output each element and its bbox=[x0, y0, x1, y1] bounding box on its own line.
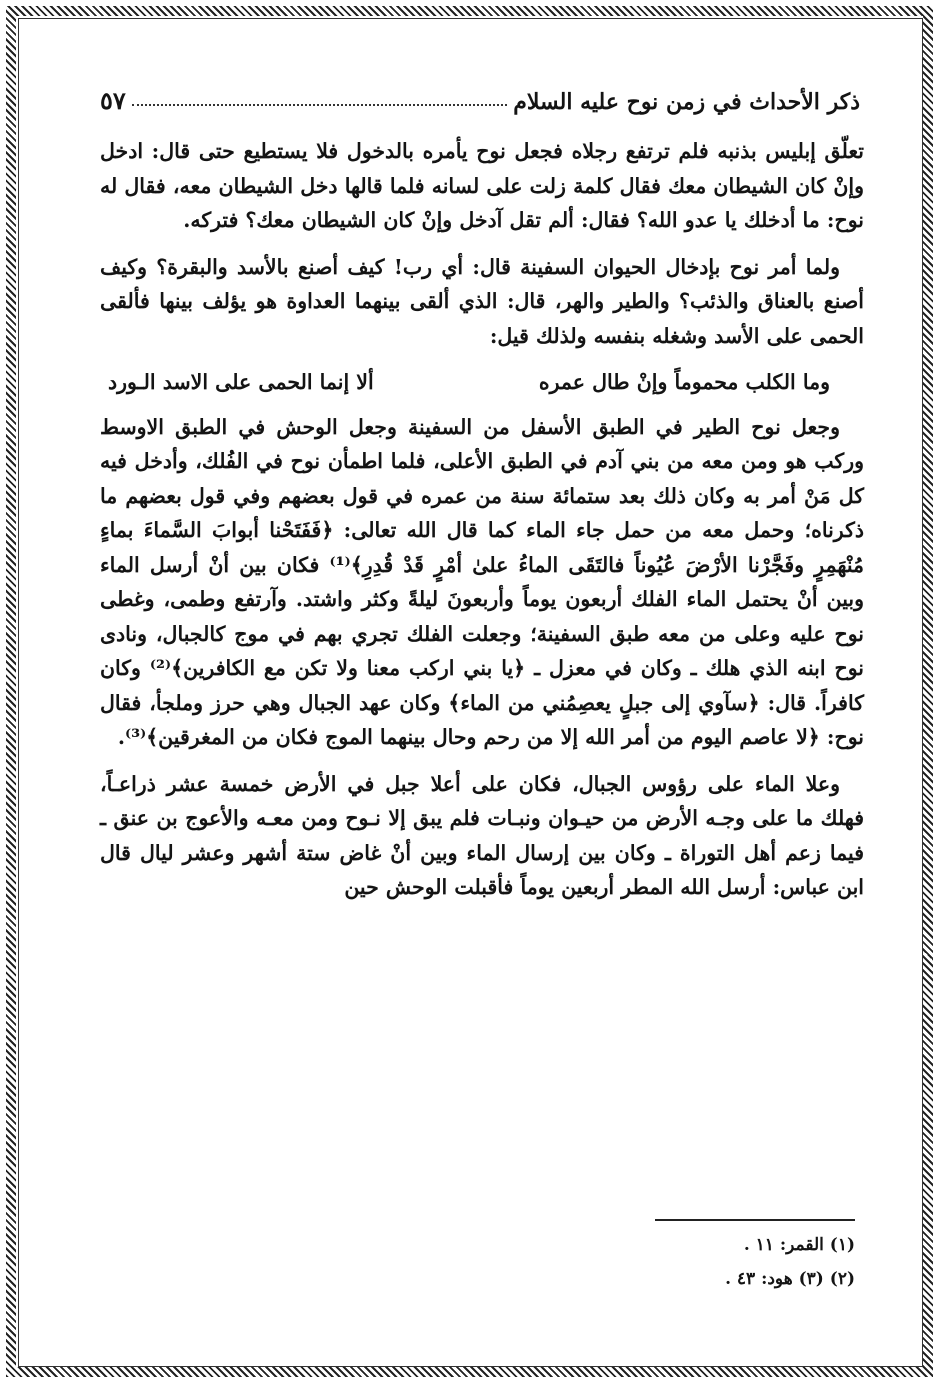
paragraph-4: وعلا الماء على رؤوس الجبال، فكان على أعلا جبل في الأرض خمسة عشر ذراعـاً، فهلك ما على وجـه الأرض من حيـوان ونبـات فلم يبق إلا نـوح ومن معـه والأعوج بن عنق ـ فيما زعم أهل التوراة ـ وكان بين إرسال الماء وبين أنْ غاض ستة أشهر وعشر ليال قال ابن عباس: أرسل الله المطر أربعين يوماً فأقبلت الوحش حين bbox=[100, 771, 864, 899]
footnote-2: (٢) (٣) هود: ٤٣ . bbox=[725, 1269, 855, 1289]
footnotes bbox=[355, 1228, 855, 1296]
poetry-verse bbox=[100, 365, 864, 400]
footnote-1: (١) القمر: ١١ . bbox=[743, 1235, 855, 1255]
body-text bbox=[100, 134, 864, 905]
header-dotted-rule bbox=[132, 103, 507, 106]
verse-first-hemistich: وما الكلب محموماً وإنْ طال عمره bbox=[538, 370, 830, 394]
paragraph-1: تعلّق إبليس بذنبه فلم ترتفع رجلاه فجعل نوح يأمره بالدخول فلا يستطيع حتى قال: ادخل وإنْ كان الشيطان معك فقال كلمة زلت على لسانه فلما قالها دخل الشيطان معه، فقال له نوح: ما أدخلك يا عدو الله؟ فقال: ألم تقل آدخل وإنْ كان الشيطان معك؟ فتركه. bbox=[100, 139, 864, 232]
verse-second-hemistich: ألا إنما الحمى على الاسد الـورد bbox=[108, 370, 374, 394]
paragraph-2: ولما أمر نوح بإدخال الحيوان السفينة قال: أي رب! كيف أصنع بالأسد والبقرة؟ وكيف أصنع بالعناق والذئب؟ والطير والهر، قال: الذي ألقى بينهما العداوة هو يؤلف بينها فألقى الحمى على الأسد وشغله بنفسه ولذلك قيل: bbox=[100, 254, 864, 348]
page-number: ٥٧ bbox=[100, 86, 126, 115]
footnote-separator bbox=[655, 1219, 855, 1221]
paragraph-3: وجعل نوح الطير في الطبق الأسفل من السفينة وجعل الوحش في الطبق الاوسط وركب هو ومن معه من بني آدم في الطبق الأعلى، فلما اطمأن نوح في الفُلك، وأدخل فيه كل مَنْ أمر به وكان ذلك بعد ستمائة سنة من عمره في قول بعضهم وفي قول بعضهم ما ذكرناه؛ وحمل معه من حمل جاء الماء كما قال الله تعالى: ﴿فَفَتَحْنا أبوابَ السَّماءَ بماءٍ مُنْهَمِرٍ وفَجَّرْنا الأرْضَ عُيُوناً فالتَقَى الماءُ علىٰ أمْرٍ قَدْ قُدِرِ﴾⁽¹⁾ فكان بين أنْ أرسل الماء وبين أنْ يحتمل الماء الفلك أربعون يوماً وأربعونَ ليلةً وكثر واشتد. وآرتفع وطمى، وغطى نوح عليه وعلى من معه طبق السفينة؛ وجعلت الفلك تجري بهم في موج كالجبال، ونادى نوح ابنه الذي هلك ـ وكان في معزل ـ ﴿يا بني اركب معنا ولا تكن مع الكافرين﴾⁽²⁾ وكان كافراً. قال: ﴿سآوي إلى جبلٍ يعصِمُني من الماء﴾ وكان عهد الجبال وهي حرز وملجأ، فقال نوح: ﴿لا عاصم اليوم من أمر الله إلا من رحم وحال بينهما الموج فكان من المغرقين﴾⁽³⁾. bbox=[100, 414, 865, 749]
running-header bbox=[100, 86, 860, 122]
running-title: ذكر الأحداث في زمن نوح عليه السلام bbox=[513, 89, 860, 115]
